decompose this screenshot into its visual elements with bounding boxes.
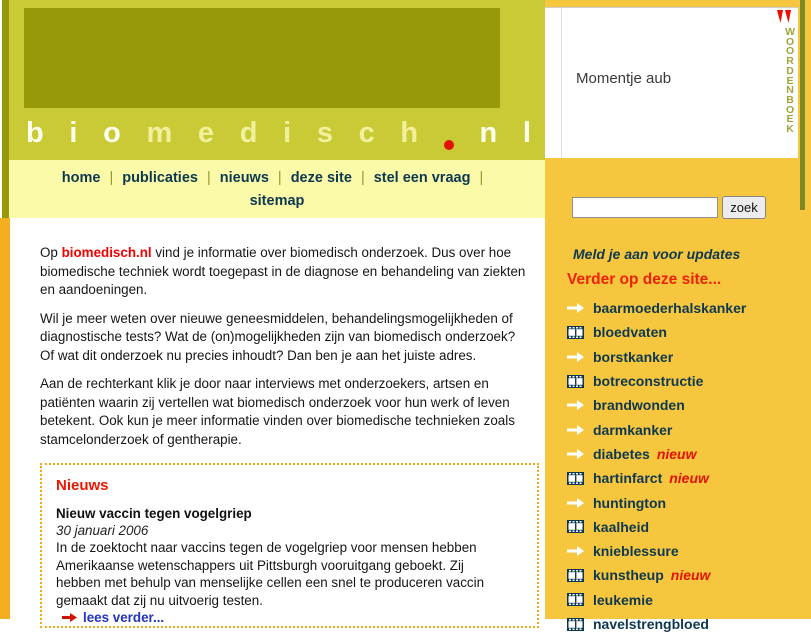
search-button[interactable]: zoek (722, 196, 766, 219)
sidebar-link-borstkanker[interactable] (567, 345, 807, 369)
left-olive-stripe (2, 0, 9, 218)
nav-item-publicaties[interactable]: publicaties (122, 170, 198, 186)
news-box (40, 463, 539, 628)
woordenboek-letter: O (785, 45, 795, 58)
sidebar-link-label: darmkanker (593, 421, 673, 438)
arrow-icon (567, 448, 587, 460)
nav-item-nieuws[interactable]: nieuws (219, 170, 269, 186)
sidebar-heading: Verder op deze site... (567, 271, 722, 288)
sidebar-link-navelstrengbloed[interactable] (567, 612, 807, 636)
woordenboek-letter: B (786, 93, 794, 106)
sidebar-link-leukemie[interactable] (567, 588, 807, 612)
sidebar-link-bloedvaten[interactable] (567, 320, 807, 344)
biomedisch-nl-link[interactable]: biomedisch.nl (61, 245, 152, 260)
woordenboek-letter: K (786, 123, 794, 136)
woordenboek-letter: O (785, 35, 795, 48)
sidebar-link-label: diabetes (593, 445, 650, 462)
woordenboek-letter: N (786, 84, 794, 97)
sidebar-link-hartinfarct[interactable] (567, 466, 807, 490)
film-icon (567, 472, 587, 485)
logo-letter: h (400, 116, 419, 149)
nav-separator: | (360, 170, 365, 186)
sidebar-link-label: borstkanker (593, 348, 674, 365)
film-icon (567, 569, 587, 582)
intro-paragraph-1 (40, 244, 532, 300)
news-article-date: 30 januari 2006 (56, 523, 149, 538)
sidebar-link-darmkanker[interactable] (567, 417, 807, 441)
logo-letter: m (146, 116, 173, 149)
sidebar-link-kunstheup[interactable] (567, 563, 807, 587)
left-orange-stripe (0, 218, 10, 619)
sidebar-link-diabetes[interactable] (567, 442, 807, 466)
sidebar-link-label: hartinfarct (593, 470, 663, 487)
new-badge: nieuw (669, 470, 709, 487)
sidebar-link-label: baarmoederhalskanker (593, 300, 747, 317)
site-logo[interactable] (26, 112, 531, 154)
film-icon (567, 375, 587, 388)
arrow-icon (567, 302, 587, 314)
sidebar-link-kaalheid[interactable] (567, 515, 807, 539)
logo-letter: e (197, 116, 215, 149)
sidebar-link-huntington[interactable] (567, 490, 807, 514)
sidebar-link-label: kunstheup (593, 567, 664, 584)
woordenboek-letter: O (785, 103, 795, 116)
arrow-icon (567, 545, 587, 557)
logo-letter: s (316, 116, 333, 149)
new-badge: nieuw (656, 445, 697, 462)
nav-separator: | (479, 170, 484, 186)
news-article-body: In de zoektocht naar vaccins tegen de vogelgriep voor mensen hebben Amerikaanse wetenschappers uit Pittsburgh vooruitgang geboekt. Zij hebben met behulp van menselijke cellen een snel te produceren vaccin gemaakt dat zij nu uitvoerig testen. (56, 540, 485, 608)
loading-message: Momentje aub (576, 70, 672, 87)
p1-before: Op (40, 245, 62, 260)
logo-letter: o (103, 116, 121, 149)
news-heading: Nieuws (56, 477, 109, 494)
sidebar-link-botreconstructie[interactable] (567, 369, 807, 393)
red-arrow-icon (62, 612, 77, 623)
updates-link[interactable]: Meld je aan voor updates (573, 246, 741, 262)
intro-paragraph-3: Aan de rechterkant klik je door naar interviews met onderzoekers, artsen en patiënten waarin zij vertellen wat biomedisch onderzoek voor hun werk of leven betekent. Ook kun je meer informatie vinden over biomedische technieken zoals stamcelonderzoek of gentherapie. (40, 376, 515, 447)
search-input[interactable] (572, 197, 718, 218)
nav-row-2 (9, 190, 545, 213)
sidebar-link-label: kaalheid (593, 518, 650, 535)
sidebar (545, 0, 811, 632)
film-icon (567, 326, 587, 339)
logo-letter: i (283, 116, 292, 149)
sidebar-link-label: bloedvaten (593, 324, 667, 341)
sidebar-link-knieblessure[interactable] (567, 539, 807, 563)
sidebar-link-label: brandwonden (593, 397, 685, 414)
nav-row-1 (9, 167, 545, 190)
main-content (0, 218, 545, 625)
woordenboek-letter: E (786, 113, 794, 126)
sidebar-link-label: botreconstructie (593, 373, 704, 390)
loading-panel (545, 7, 798, 158)
intro-paragraph-2: Wil je meer weten over nieuwe geneesmiddelen, behandelingsmogelijkheden of diagnostische tests? Wat de (on)mogelijkheden zijn van biomedisch onderzoek? Of wat dit onderzoek nu precies inhoudt? Dan ben je aan het juiste adres. (40, 310, 516, 363)
sidebar-link-baarmoederhalskanker[interactable] (567, 296, 807, 320)
woordenboek-letter: E (786, 74, 794, 87)
sidebar-link-label: leukemie (593, 591, 653, 608)
woordenboek-letter: W (785, 26, 795, 38)
sidebar-link-label: huntington (593, 494, 667, 511)
new-badge: nieuw (670, 567, 711, 584)
p1-after: vind je informatie over biomedisch onderzoek. Dus over hoe biomedische techniek wordt toegepast in de diagnose en behandeling van ziekten en aandoeningen. (40, 245, 526, 297)
sidebar-link-label: knieblessure (593, 543, 679, 560)
logo-letter: i (69, 116, 78, 149)
nav-item-sitemap[interactable]: sitemap (249, 193, 305, 209)
nav-item-stel-een-vraag[interactable]: stel een vraag (373, 170, 471, 186)
logo-letter: l (522, 116, 531, 149)
arrow-icon (567, 424, 587, 436)
logo-letter: n (479, 116, 498, 149)
nav-separator: | (206, 170, 211, 186)
right-olive-bar (800, 0, 805, 210)
sidebar-link-label: navelstrengbloed (593, 616, 709, 632)
arrow-icon (567, 497, 587, 509)
sidebar-link-list (567, 296, 807, 636)
woordenboek-vertical-link[interactable] (785, 28, 795, 135)
woordenboek-letter: R (786, 55, 794, 68)
nav-separator: | (277, 170, 282, 186)
woordenboek-letter: D (786, 64, 794, 77)
film-icon (567, 618, 587, 631)
read-more-label: lees verder... (83, 610, 165, 625)
logo-letter: b (26, 116, 44, 149)
nav-separator: | (109, 170, 114, 186)
logo-dot-icon (444, 140, 454, 150)
logo-letter: c (358, 116, 375, 149)
arrow-icon (567, 399, 587, 411)
film-icon (567, 593, 587, 606)
read-more-link[interactable] (56, 610, 525, 625)
nav-item-deze-site[interactable]: deze site (290, 170, 352, 186)
film-icon (567, 520, 587, 533)
news-article-title: Nieuw vaccin tegen vogelgriep (56, 506, 252, 521)
banner-image (24, 8, 500, 108)
arrow-icon (567, 351, 587, 363)
panel-divider (561, 8, 562, 158)
header-banner (2, 0, 545, 160)
logo-letter: d (239, 116, 258, 149)
main-nav (9, 160, 545, 218)
nav-item-home[interactable]: home (61, 170, 101, 186)
intro-text (40, 244, 532, 459)
sidebar-link-brandwonden[interactable] (567, 393, 807, 417)
